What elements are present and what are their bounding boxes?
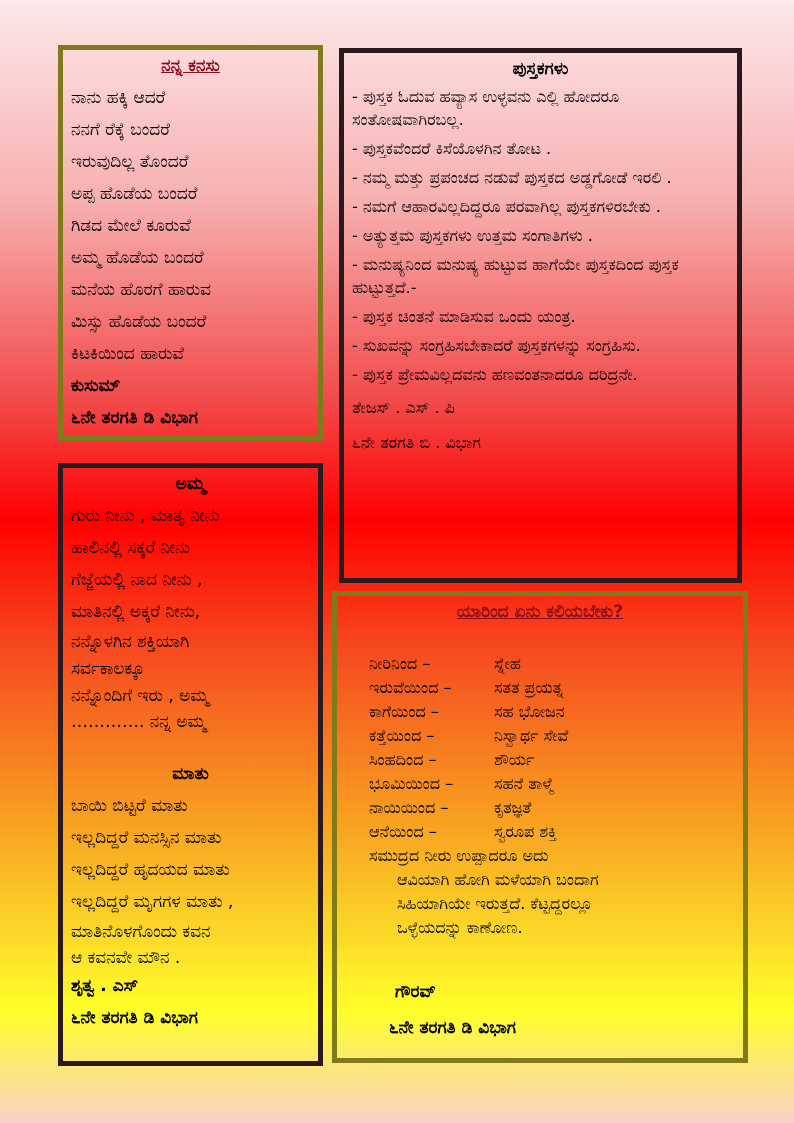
poem-line: ಮಾತಿನೊಳಗೊಂದು ಕವನ (71, 922, 211, 942)
books-class: ೬ನೇ ತರಗತಿ ಬಿ . ವಿಭಾಗ (352, 433, 481, 452)
poem-line: ಮಾತಿನಲ್ಲಿ ಅಕ್ಕರೆ ನೀನು, (71, 602, 201, 622)
poem-line: ಗುರು ನೀನು , ಮಾತೃ ನೀನು (71, 506, 220, 526)
learn-from-box (332, 591, 748, 1063)
poem-speech-class: ೬ನೇ ತರಗತಿ ಡಿ ವಿಭಾಗ (71, 1008, 198, 1028)
learn-lesson: ಸ್ನೇಹ (494, 654, 521, 673)
learn-class: ೬ನೇ ತರಗತಿ ಡಿ ವಿಭಾಗ (389, 1018, 516, 1038)
learn-pair (369, 772, 737, 796)
poem-dream-lines (67, 82, 314, 370)
learn-author: ಗೌರವ್ (395, 982, 436, 1002)
poem-mother-box (58, 463, 323, 1066)
learn-source: ನೀರಿನಿಂದ – (369, 654, 431, 673)
poem-line: ನನ್ನೊಂದಿಗೆ ಇರು , ಅಮ್ಮ (71, 686, 209, 706)
learn-pair (369, 700, 737, 724)
poem-line: ಮಿಸ್ಸು ಹೊಡೆಯ ಬಂದರೆ (71, 312, 207, 332)
poem-line: ಅಮ್ಮ ಹೊಡೆಯ ಬಂದರೆ (71, 248, 204, 268)
learn-source: ನಾಯಿಯಿಂದ – (369, 798, 449, 817)
learn-lesson: ಸತತ ಪ್ರಯತ್ನ (494, 678, 564, 697)
poem-line: ಗೆಜ್ಜೆಯಲ್ಲಿ ನಾದ ನೀನು , (71, 570, 203, 590)
learn-lesson: ಕೃತಜ್ಞತೆ (494, 798, 532, 817)
book-quote: - ಅತ್ಯುತ್ತಮ ಪುಸ್ತಕಗಳು ಉತ್ತಮ ಸಂಗಾತಿಗಳು . (352, 226, 593, 245)
poem-line: ಅಪ್ಪ ಹೊಡೆಯ ಬಂದರೆ (71, 184, 198, 204)
learn-source: ಕತ್ತೆಯಿಂದ – (369, 726, 435, 745)
learn-pair (369, 724, 737, 748)
poem-line: ನನಗೆ ರೆಕ್ಕೆ ಬಂದರೆ (71, 120, 170, 140)
books-author: ತೇಜಸ್ . ಎಸ್ . ಪಿ (352, 398, 455, 417)
poem-line: ಇಲ್ಲದಿದ್ದರೆ ಹೃದಯದ ಮಾತು (71, 860, 230, 880)
closing-line: ಒಳ್ಳೆಯದನ್ನು ಕಾಣೋಣ. (397, 918, 523, 937)
poem-line: ನನ್ನೊಳಗಿನ ಶಕ್ತಿಯಾಗಿ (71, 632, 190, 652)
poem-line: ಆ ಕವನವೇ ಮೌನ . (71, 948, 181, 968)
book-quote: - ನಮ್ಮ ಮತ್ತು ಪ್ರಪಂಚದ ನಡುವೆ ಪುಸ್ತಕದ ಅಡ್ಡಗೋಡೆ ಇರಲಿ . (352, 168, 672, 187)
learn-title: ಯಾರಿಂದ ಏನು ಕಲಿಯಬೇಕು? (456, 602, 624, 622)
learn-source: ಭೂಮಿಯಿಂದ – (369, 774, 454, 793)
poem-line: ಮನೆಯ ಹೊರಗೆ ಹಾರುವ (71, 280, 212, 300)
learn-pair (369, 676, 737, 700)
poem-line: ಇಲ್ಲದಿದ್ದರೆ ಮೃಗಗಳ ಮಾತು , (71, 892, 234, 912)
poem-dream-box (58, 45, 323, 441)
poem-dream-author: ಕುಸುಮ್ (71, 376, 121, 396)
learn-lesson: ಶೌರ್ಯ (494, 750, 535, 769)
poem-line: ಕಿಟಕಿಯಿಂದ ಹಾರುವೆ (71, 344, 184, 364)
poem-speech-title: ಮಾತು (172, 764, 209, 784)
learn-source: ಕಾಗೆಯಿಂದ – (369, 702, 439, 721)
poem-line: ಸರ್ವಕಾಲಕ್ಕೂ (71, 659, 145, 679)
books-title: ಪುಸ್ತಕಗಳು (512, 59, 569, 79)
poem-line: …………. ನನ್ನ ಅಮ್ಮ (71, 712, 207, 732)
book-quote: - ನಮಗೆ ಆಹಾರವಿಲ್ಲದಿದ್ದರೂ ಪರವಾಗಿಲ್ಲ ಪುಸ್ತಕಗಳಿರಬೇಕು . (352, 197, 661, 216)
book-quote: - ಪುಸ್ತಕ ಪ್ರೇಮವಿಲ್ಲದವನು ಹಣವಂತನಾದರೂ ದರಿದ್ರನೇ. (352, 365, 638, 384)
learn-closing (369, 844, 737, 940)
poem-line: ಗಿಡದ ಮೇಲೆ ಕೂರುವೆ (71, 216, 191, 236)
poem-line: ಬಾಯಿ ಬಿಟ್ಟರೆ ಮಾತು (71, 796, 188, 816)
closing-line: ಆವಿಯಾಗಿ ಹೋಗಿ ಮಳೆಯಾಗಿ ಬಂದಾಗ (397, 870, 599, 889)
book-quote: - ಪುಸ್ತಕ ಓದುವ ಹವ್ಯಾಸ ಉಳ್ಳವನು ಎಲ್ಲಿ ಹೋದರೂ ಸಂತೋಷವಾಗಿರಬಲ್ಲ. (352, 87, 620, 129)
poem-line: ಇಲ್ಲದಿದ್ದರೆ ಮನಸ್ಸಿನ ಮಾತು (71, 828, 222, 848)
book-quote: - ಮನುಷ್ಯನಿಂದ ಮನುಷ್ಯ ಹುಟ್ಟುವ ಹಾಗೆಯೇ ಪುಸ್ತಕದಿಂದ ಪುಸ್ತಕ ಹುಟ್ಟುತ್ತದೆ.- (352, 255, 679, 297)
book-quote: - ಪುಸ್ತಕವೆಂದರೆ ಕಿಸೆಯೊಳಗಿನ ತೋಟ . (352, 139, 552, 158)
learn-source: ಇರುವೆಯಿಂದ – (369, 678, 452, 697)
learn-pair (369, 820, 737, 844)
learn-source: ಆನೆಯಿಂದ – (369, 822, 437, 841)
book-quote: - ಪುಸ್ತಕ ಚಿಂತನೆ ಮಾಡಿಸುವ ಒಂದು ಯಂತ್ರ. (352, 307, 576, 326)
poem-line: ನಾನು ಹಕ್ಕಿ ಆದರೆ (71, 88, 166, 108)
poem-line: ಹಾಲಿನಲ್ಲಿ ಸಕ್ಕರೆ ನೀನು (71, 538, 190, 558)
poem-speech-author: ಶೃತ್ವ . ಎಸ್ (71, 976, 139, 996)
learn-lesson: ಸಹನೆ ತಾಳ್ಮೆ (494, 774, 554, 793)
learn-pair (369, 796, 737, 820)
learn-pair (369, 652, 737, 676)
closing-line: ಸಮುದ್ರದ ನೀರು ಉಪ್ಪಾದರೂ ಅದು (369, 846, 549, 865)
learn-pair (369, 748, 737, 772)
poem-line: ಇರುವುದಿಲ್ಲ ತೊಂದರೆ (71, 152, 189, 172)
poem-mother-title: ಅಮ್ಮ (175, 474, 206, 494)
books-quotes-box (339, 48, 742, 583)
learn-lesson: ಸ್ವರೂಪ ಶಕ್ತಿ (494, 822, 557, 841)
poem-dream-class: ೬ನೇ ತರಗತಿ ಡಿ ವಿಭಾಗ (71, 408, 198, 428)
learn-lesson: ಸಹ ಭೋಜನ (494, 702, 565, 721)
closing-line: ಸಿಹಿಯಾಗಿಯೇ ಇರುತ್ತದೆ. ಕೆಟ್ಟದ್ದರಲ್ಲೂ (397, 894, 593, 913)
poem-dream-title: ನನ್ನ ಕನಸು (161, 56, 220, 76)
book-quote: - ಸುಖವನ್ನು ಸಂಗ್ರಹಿಸಬೇಕಾದರೆ ಪುಸ್ತಕಗಳನ್ನು ಸಂಗ್ರಹಿಸು. (352, 336, 641, 355)
learn-source: ಸಿಂಹದಿಂದ – (369, 750, 437, 769)
learn-lesson: ನಿಸ್ವಾರ್ಥ ಸೇವೆ (494, 726, 569, 745)
